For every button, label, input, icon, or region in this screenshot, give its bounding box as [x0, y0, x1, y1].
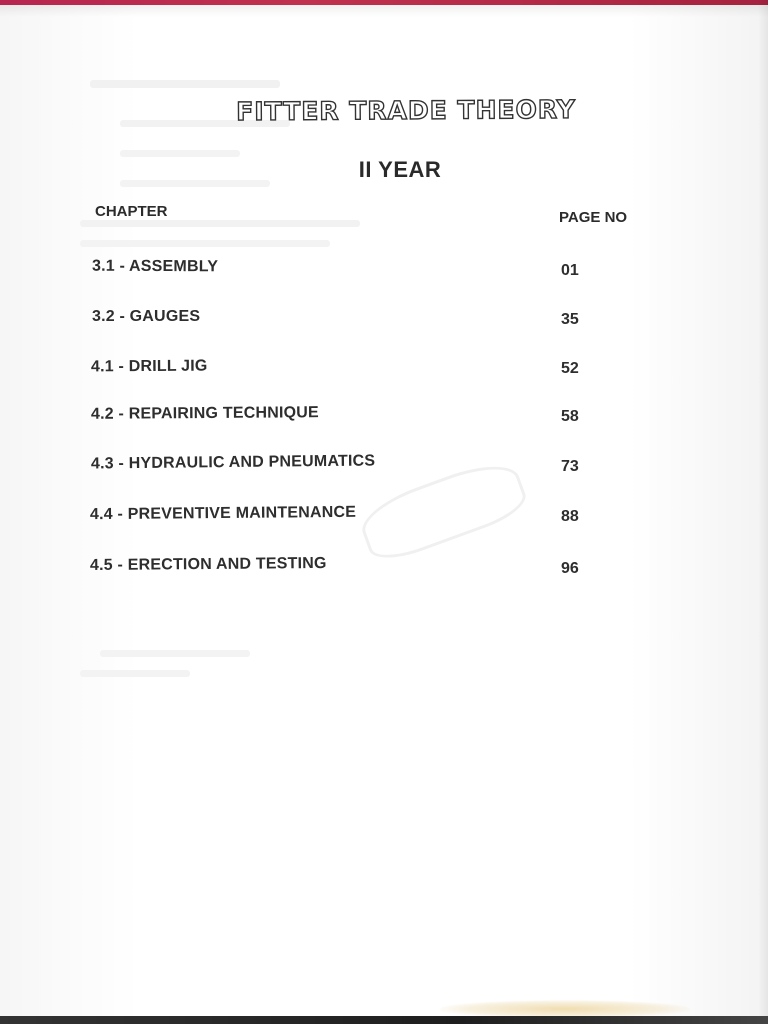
chapter-page-number: 88	[561, 508, 579, 525]
top-shadow	[0, 5, 768, 17]
chapter-page-number: 01	[561, 262, 579, 279]
chapter-title: 4.5 - ERECTION AND TESTING	[89, 554, 327, 575]
chapter-title: 4.4 - PREVENTIVE MAINTENANCE	[89, 503, 357, 524]
page-column-header: PAGE NO	[559, 209, 628, 226]
chapter-page-number: 58	[561, 408, 579, 425]
chapter-title: 3.1 - ASSEMBLY	[91, 257, 219, 276]
chapter-page-number: 73	[561, 458, 579, 475]
page-edge-shadow	[758, 0, 768, 1024]
chapter-title: 4.3 - HYDRAULIC AND PNEUMATICS	[90, 452, 376, 473]
chapter-title: 4.2 - REPAIRING TECHNIQUE	[90, 404, 319, 423]
chapter-page-number: 96	[561, 560, 579, 577]
chapter-page-number: 52	[561, 360, 579, 377]
chapter-column-header: CHAPTER	[95, 203, 168, 220]
chapter-title: 3.2 - GAUGES	[92, 308, 201, 325]
chapter-title: 4.1 - DRILL JIG	[90, 357, 208, 376]
document-title: FITTER TRADE THEORY	[236, 94, 576, 127]
document-subtitle: II YEAR	[358, 157, 442, 182]
binding-bottom-edge	[0, 1016, 768, 1024]
chapter-page-number: 35	[561, 311, 579, 328]
